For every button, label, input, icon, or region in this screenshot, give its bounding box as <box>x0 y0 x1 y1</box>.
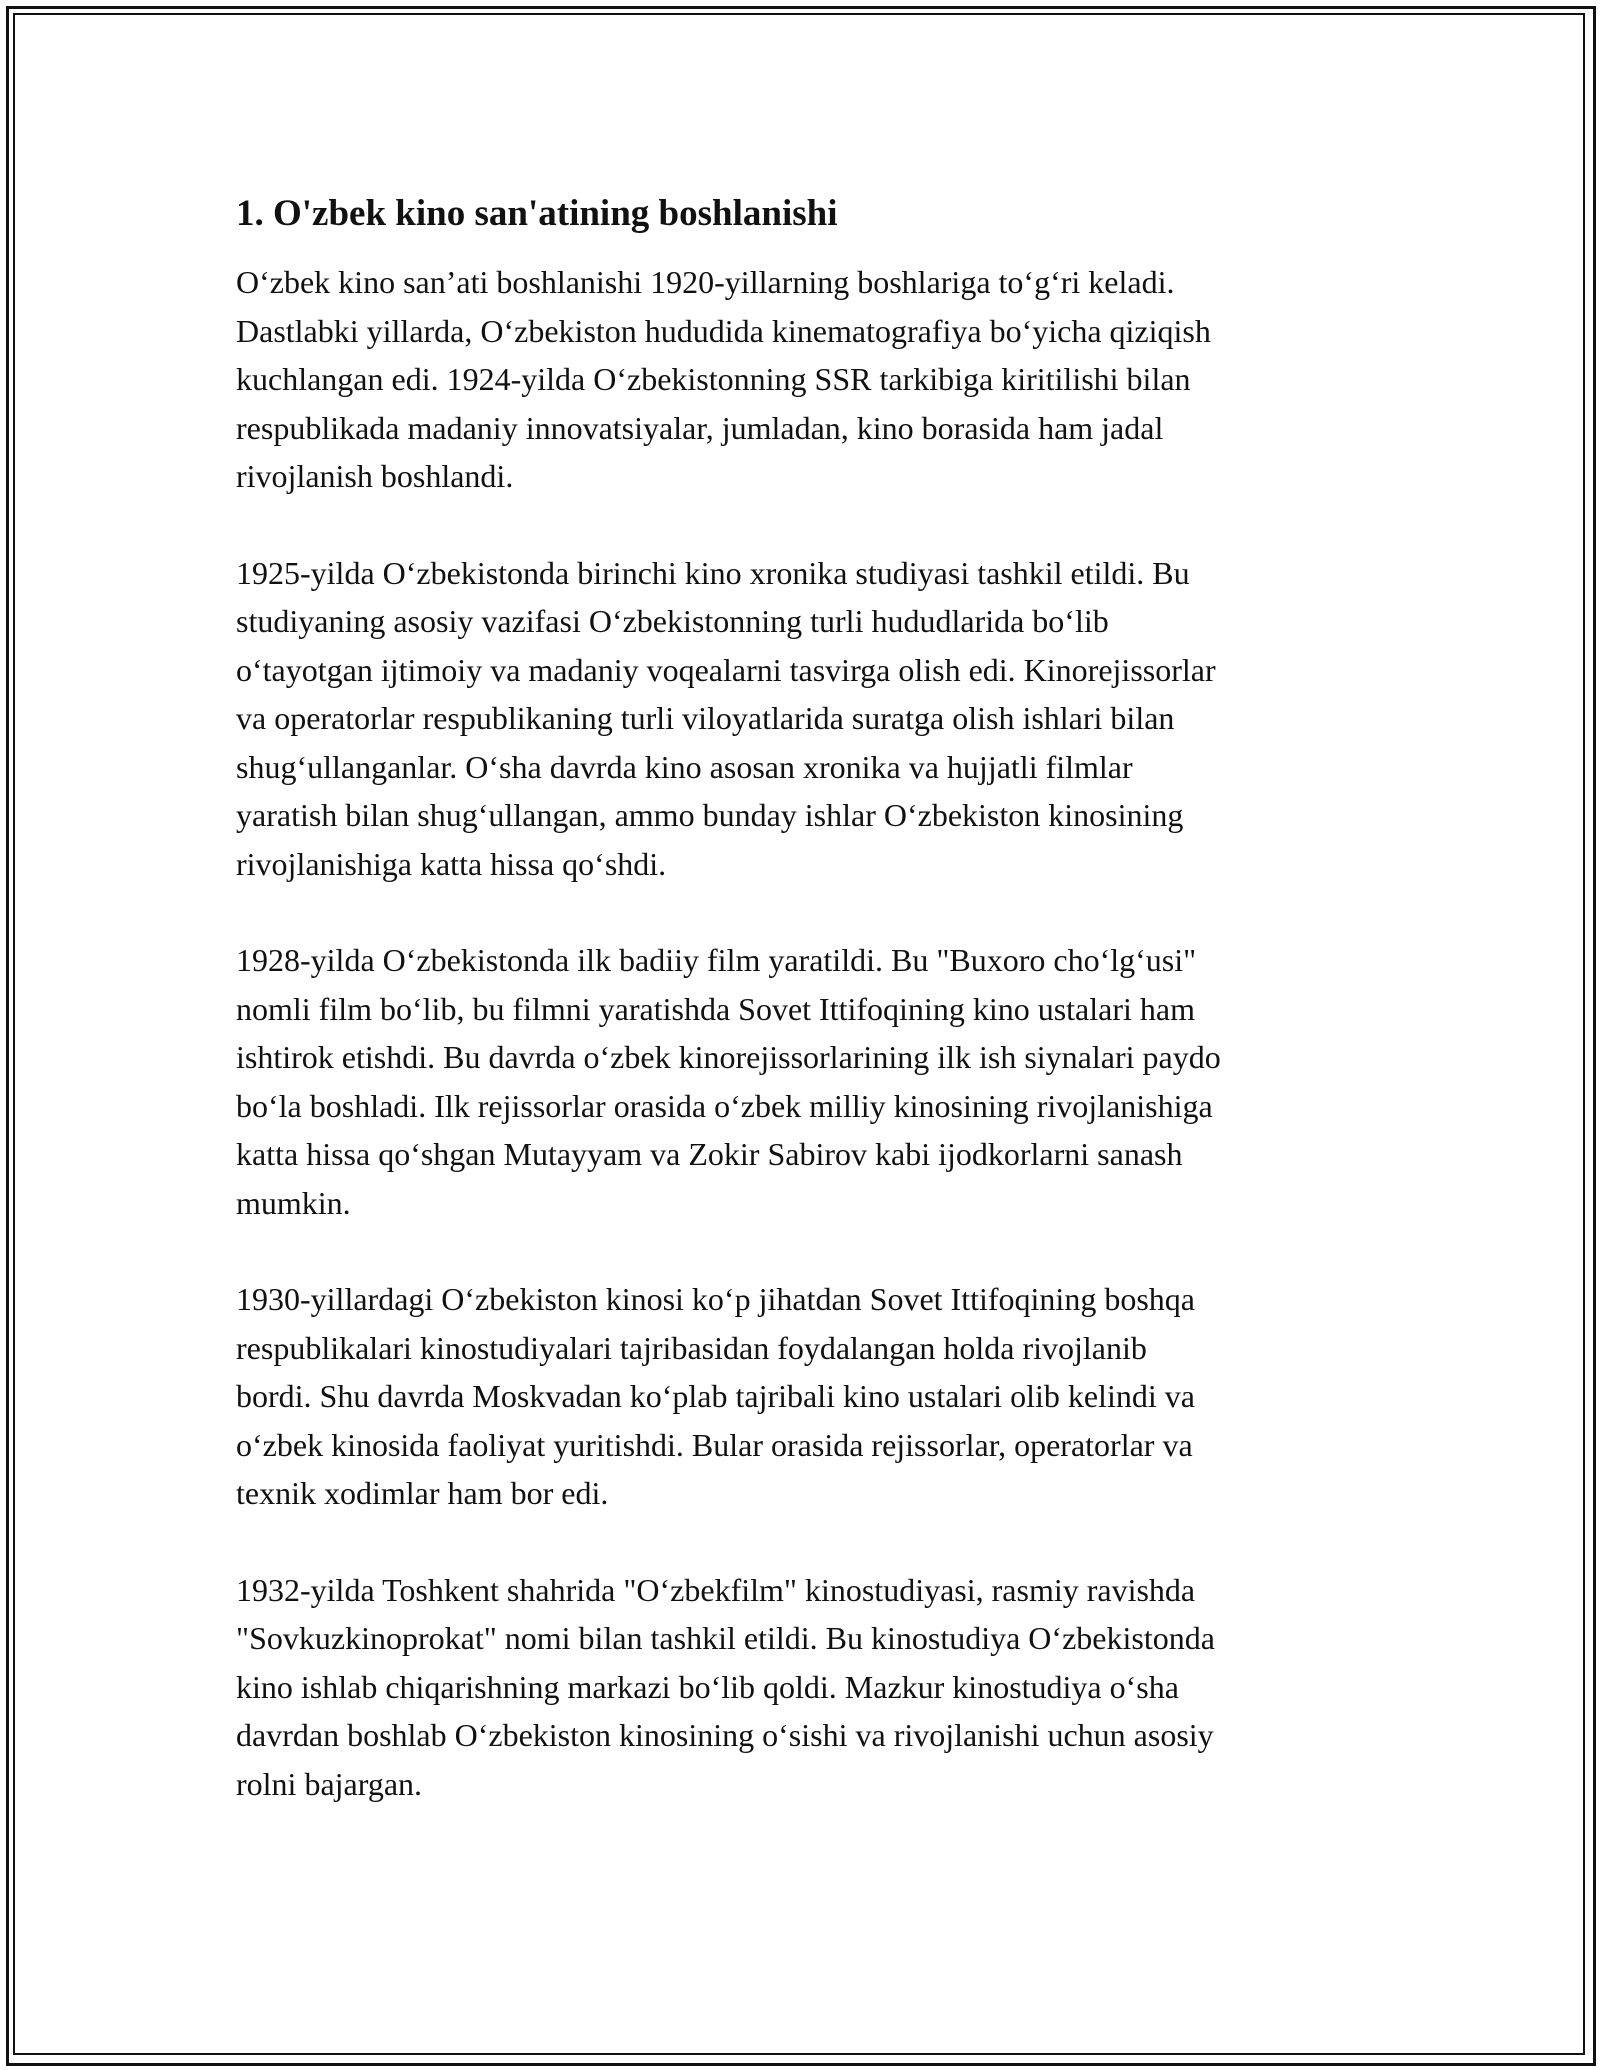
paragraph-line: bordi. Shu davrda Moskvadan koʻplab tajribali kino ustalari olib kelindi va <box>236 1378 1195 1414</box>
paragraph-line: 1928-yilda Oʻzbekistonda ilk badiiy film yaratildi. Bu "Buxoro choʻlgʻusi" <box>236 942 1197 978</box>
paragraph-line: texnik xodimlar ham bor edi. <box>236 1475 609 1511</box>
paragraph-line: oʻzbek kinosida faoliyat yuritishdi. Bular orasida rejissorlar, operatorlar va <box>236 1426 1193 1463</box>
paragraph-line: boʻla boshladi. Ilk rejissorlar orasida oʻzbek milliy kinosining rivojlanishiga <box>236 1087 1213 1124</box>
paragraph <box>236 549 1376 889</box>
paragraph-line: katta hissa qoʻshgan Mutayyam va Zokir Sabirov kabi ijodkorlarni sanash <box>236 1136 1183 1172</box>
paragraph-line: oʻtayotgan ijtimoiy va madaniy voqealarni tasvirga olish edi. Kinorejissorlar <box>236 651 1216 688</box>
paragraph-list <box>236 258 1376 1808</box>
paragraph-line: 1932-yilda Toshkent shahrida "Oʻzbekfilm" kinostudiyasi, rasmiy ravishda <box>236 1571 1196 1608</box>
paragraph-line: davrdan boshlab Oʻzbekiston kinosining oʻsishi va rivojlanishi uchun asosiy <box>236 1717 1214 1753</box>
paragraph-line: shugʻullanganlar. Oʻsha davrda kino asosan xronika va hujjatli filmlar <box>236 748 1133 785</box>
paragraph-line: 1930-yillardagi Oʻzbekiston kinosi koʻp jihatdan Sovet Ittifoqining boshqa <box>236 1281 1195 1317</box>
paragraph-line: rivojlanish boshlandi. <box>236 458 514 494</box>
paragraph-line: rivojlanishiga katta hissa qoʻshdi. <box>236 845 667 882</box>
paragraph-line: mumkin. <box>236 1184 351 1221</box>
paragraph-line: ishtirok etishdi. Bu davrda oʻzbek kinorejissorlarining ilk ish siynalari paydo <box>236 1039 1221 1075</box>
paragraph-line: va operatorlar respublikaning turli viloyatlarida suratga olish ishlari bilan <box>236 700 1175 736</box>
paragraph-line: yaratish bilan shugʻullangan, ammo bunday ishlar Oʻzbekiston kinosining <box>236 797 1184 833</box>
section-heading: 1. O'zbek kino san'atining boshlanishi <box>236 193 838 234</box>
paragraph-line: respublikalari kinostudiyalari tajribasidan foydalangan holda rivojlanib <box>236 1329 1147 1366</box>
paragraph-line: "Sovkuzkinoprokat" nomi bilan tashkil etildi. Bu kinostudiya Oʻzbekistonda <box>236 1620 1215 1656</box>
paragraph-line: studiyaning asosiy vazifasi Oʻzbekistonning turli hududlarida boʻlib <box>236 603 1109 639</box>
paragraph-line: 1925-yilda Oʻzbekistonda birinchi kino xronika studiyasi tashkil etildi. Bu <box>236 554 1190 591</box>
paragraph <box>236 1566 1376 1809</box>
paragraph-line: nomli film boʻlib, bu filmni yaratishda Sovet Ittifoqining kino ustalari ham <box>236 990 1195 1027</box>
document-body <box>236 190 1376 1856</box>
paragraph-line: kino ishlab chiqarishning markazi boʻlib qoldi. Mazkur kinostudiya oʻsha <box>236 1668 1179 1705</box>
paragraph-line: rolni bajargan. <box>236 1765 423 1802</box>
paragraph-line: kuchlangan edi. 1924-yilda Oʻzbekistonning SSR tarkibiga kiritilishi bilan <box>236 361 1191 397</box>
paragraph <box>236 936 1376 1227</box>
paragraph <box>236 258 1376 501</box>
paragraph <box>236 1275 1376 1518</box>
paragraph-line: Oʻzbek kino san’ati boshlanishi 1920-yillarning boshlariga toʻgʻri keladi. <box>236 264 1175 300</box>
paragraph-line: Dastlabki yillarda, Oʻzbekiston hududida kinematografiya boʻyicha qiziqish <box>236 312 1211 349</box>
paragraph-line: respublikada madaniy innovatsiyalar, jumladan, kino borasida ham jadal <box>236 409 1164 446</box>
